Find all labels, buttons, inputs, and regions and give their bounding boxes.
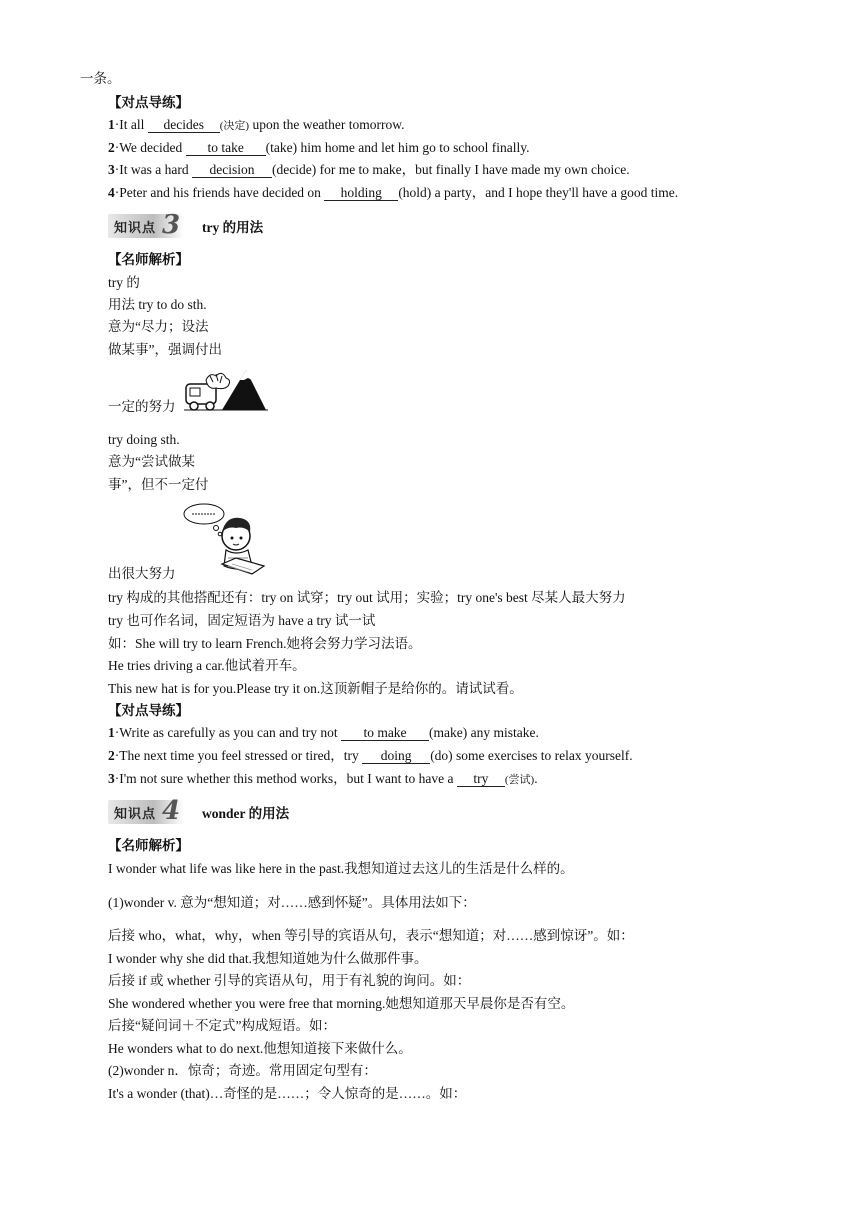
section-badge bbox=[108, 796, 290, 826]
text-line: 一定的努力 bbox=[108, 399, 176, 414]
text-line: 后接“疑问词＋不定式”构成短语。如： bbox=[108, 1018, 336, 1033]
badge-label: 知识点 bbox=[114, 221, 157, 236]
text-line: try 也可作名词，固定短语为 have a try 试一试 bbox=[108, 613, 376, 628]
answer-blank: doing bbox=[362, 748, 430, 764]
text-line: 后接 who，what，why，when 等引导的宾语从句，表示“想知道；对……感到惊讶”。如： bbox=[108, 928, 634, 943]
text-line: 意为“尽力；设法 bbox=[108, 319, 209, 334]
section-title: wonder 的用法 bbox=[202, 806, 290, 821]
section-title: try 的用法 bbox=[202, 220, 264, 235]
exercise-item: 2·The next time you feel stressed or tired，try doing (do) some exercises to relax yourself. bbox=[108, 748, 633, 763]
text-line: 出很大努力 bbox=[108, 566, 176, 581]
answer-blank: decision bbox=[192, 162, 272, 178]
answer-blank: to make bbox=[341, 725, 429, 741]
answer-blank: to take bbox=[186, 140, 266, 156]
text-line: She wondered whether you were free that morning.她想知道那天早晨你是否有空。 bbox=[108, 996, 575, 1011]
exercise-item: 4·Peter and his friends have decided on holding (hold) a party，and I hope they'll have a good time. bbox=[108, 185, 679, 200]
text-line: 事”，但不一定付 bbox=[108, 477, 209, 492]
text-line: (1)wonder v. 意为“想知道；对……感到怀疑”。具体用法如下： bbox=[108, 895, 476, 910]
text-line: I wonder why she did that.我想知道她为什么做那件事。 bbox=[108, 951, 428, 966]
answer-blank: decides bbox=[148, 117, 220, 133]
answer-blank: holding bbox=[324, 185, 398, 201]
exercise-item: 3·It was a hard decision (decide) for me to make，but finally I have made my own choice. bbox=[108, 162, 630, 177]
text-line: It's a wonder (that)…奇怪的是……；令人惊奇的是……。如： bbox=[108, 1086, 467, 1101]
text-line: 做某事”，强调付出 bbox=[108, 342, 222, 357]
text-line: He tries driving a car.他试着开车。 bbox=[108, 658, 306, 673]
badge-number: 4 bbox=[162, 796, 181, 826]
text-line: This new hat is for you.Please try it on.这顶新帽子是给你的。请试试看。 bbox=[108, 681, 523, 696]
text-line: I wonder what life was like here in the past.我想知道过去这儿的生活是什么样的。 bbox=[108, 861, 574, 876]
answer-blank: try bbox=[457, 771, 505, 787]
exercise-item: 1·Write as carefully as you can and try not to make (make) any mistake. bbox=[108, 725, 539, 740]
text-line: (2)wonder n．惊奇；奇迹。常用固定句型有： bbox=[108, 1063, 377, 1078]
top-fragment: 一条。 bbox=[80, 71, 121, 86]
practice-title: 【对点导练】 bbox=[108, 95, 189, 110]
badge-label: 知识点 bbox=[114, 807, 157, 822]
analysis-title: 【名师解析】 bbox=[108, 838, 189, 853]
text-line: He wonders what to do next.他想知道接下来做什么。 bbox=[108, 1041, 412, 1056]
text-line: try 构成的其他搭配还有：try on 试穿；try out 试用；实验；try one's best 尽某人最大努力 bbox=[108, 590, 626, 605]
car-mountain-illustration bbox=[182, 366, 268, 412]
text-line: 如：She will try to learn French.她将会努力学习法语。 bbox=[108, 636, 422, 651]
text-line: try doing sth. bbox=[108, 432, 180, 447]
exercise-item: 2·We decided to take (take) him home and let him go to school finally. bbox=[108, 140, 530, 155]
exercise-item: 1·It all decides (决定) upon the weather tomorrow. bbox=[108, 117, 405, 132]
practice-title: 【对点导练】 bbox=[108, 703, 189, 718]
badge-number: 3 bbox=[162, 210, 181, 240]
analysis-title: 【名师解析】 bbox=[108, 252, 189, 267]
text-line: 后接 if 或 whether 引导的宾语从句，用于有礼貌的询问。如： bbox=[108, 973, 471, 988]
section-badge bbox=[108, 210, 264, 240]
thinking-boy-illustration bbox=[182, 500, 268, 580]
exercise-item: 3·I'm not sure whether this method works，but I want to have a try (尝试). bbox=[108, 771, 538, 786]
text-line: 意为“尝试做某 bbox=[108, 454, 195, 469]
text-line: 用法 try to do sth. bbox=[108, 297, 207, 312]
text-line: try 的 bbox=[108, 275, 140, 290]
